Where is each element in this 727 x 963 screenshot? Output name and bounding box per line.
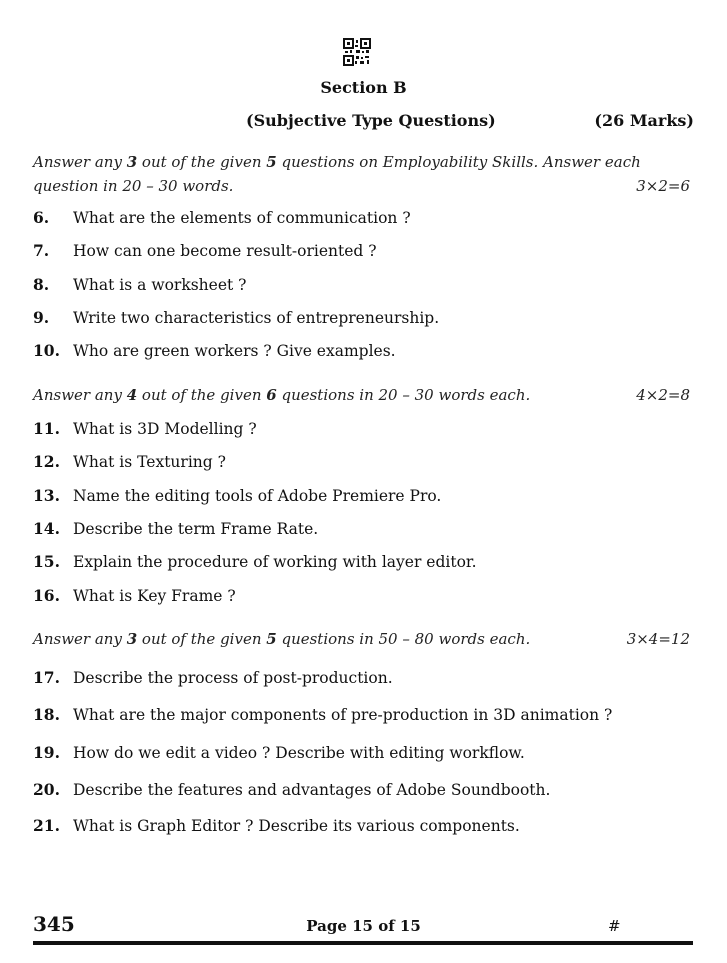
question-item: 13. Name the editing tools of Adobe Premiere Pro. — [33, 486, 442, 505]
group-score: 4×2=8 — [636, 386, 690, 404]
group-instruction: Answer any 4 out of the given 6 questions in 20 – 30 words each. 4×2=8 — [33, 383, 690, 407]
question-item: 10. Who are green workers ? Give examples. — [33, 341, 396, 360]
question-item: 18. What are the major components of pre-production in 3D animation ? — [33, 705, 613, 724]
section-title: Section B — [320, 78, 407, 97]
qr-code-icon — [343, 38, 371, 66]
question-item: 20. Describe the features and advantages of Adobe Soundbooth. — [33, 780, 551, 799]
group-score: 3×2=6 — [636, 177, 690, 195]
footer-divider — [33, 941, 693, 945]
page-number: Page 15 of 15 — [306, 917, 421, 935]
question-item: 11. What is 3D Modelling ? — [33, 419, 257, 438]
paper-code: 345 — [33, 912, 75, 936]
question-item: 9. Write two characteristics of entrepreneurship. — [33, 308, 440, 327]
group-score: 3×4=12 — [626, 630, 690, 648]
question-item: 6. What are the elements of communication ? — [33, 208, 411, 227]
question-item: 17. Describe the process of post-production. — [33, 668, 393, 687]
section-marks: (26 Marks) — [594, 111, 694, 130]
question-item: 8. What is a worksheet ? — [33, 275, 247, 294]
section-subtitle: (Subjective Type Questions) — [246, 111, 496, 130]
group-instruction: Answer any 3 out of the given 5 questions in 50 – 80 words each. 3×4=12 — [33, 627, 690, 651]
question-item: 19. How do we edit a video ? Describe with editing workflow. — [33, 743, 525, 762]
group-instruction: Answer any 3 out of the given 5 questions on Employability Skills. Answer each question in 20 – 30 words. 3×2=6 — [33, 150, 690, 198]
footer-hash: # — [608, 917, 621, 935]
question-item: 12. What is Texturing ? — [33, 452, 226, 471]
question-item: 21. What is Graph Editor ? Describe its various components. — [33, 816, 520, 835]
question-item: 7. How can one become result-oriented ? — [33, 241, 377, 260]
question-item: 16. What is Key Frame ? — [33, 586, 236, 605]
question-item: 15. Explain the procedure of working with layer editor. — [33, 552, 477, 571]
question-item: 14. Describe the term Frame Rate. — [33, 519, 319, 538]
